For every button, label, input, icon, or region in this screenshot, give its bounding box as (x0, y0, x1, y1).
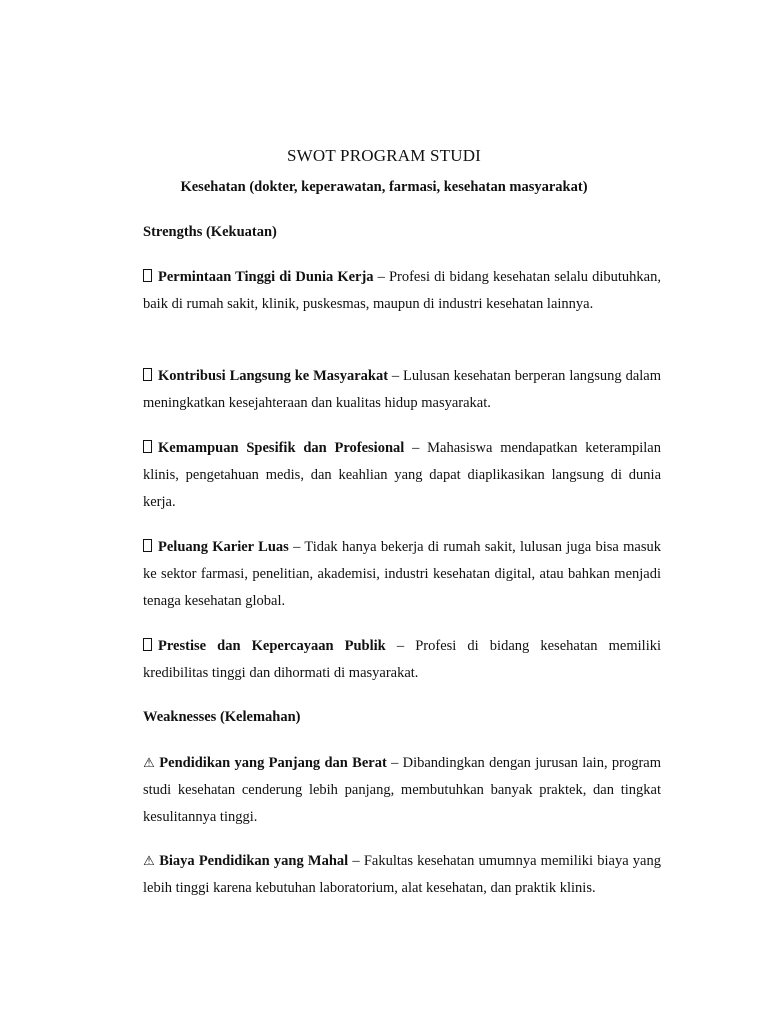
strength-item-3 (143, 435, 661, 516)
strength-term: Permintaan Tinggi di Dunia Kerja (158, 269, 374, 285)
page-subtitle: Kesehatan (dokter, keperawatan, farmasi, kesehatan masyarakat) (180, 179, 588, 195)
strength-item-5 (143, 633, 661, 687)
warning-icon: ⚠ (143, 854, 155, 869)
weaknesses-heading: Weaknesses (Kelemahan) (143, 709, 301, 725)
weakness-text: – Fakultas kesehatan umumnya memiliki biaya yang lebih tinggi karena kebutuhan laboratorium, alat kesehatan, dan praktik klinis. (143, 853, 661, 896)
strength-item-4 (143, 534, 661, 615)
strength-item-2 (143, 363, 661, 417)
strength-text: – Mahasiswa mendapatkan keterampilan klinis, pengetahuan medis, dan keahlian yang dapat diaplikasikan langsung di dunia kerja. (143, 440, 661, 510)
page-title: SWOT PROGRAM STUDI (286, 146, 482, 165)
weakness-term: Biaya Pendidikan yang Mahal (159, 853, 349, 869)
warning-icon: ⚠ (143, 756, 155, 771)
missing-glyph-box-icon (143, 269, 152, 282)
strength-text: – Profesi di bidang kesehatan memiliki kredibilitas tinggi dan dihormati di masyarakat. (143, 638, 661, 681)
strength-text: – Tidak hanya bekerja di rumah sakit, lulusan juga bisa masuk ke sektor farmasi, penelitian, akademisi, industri kesehatan digital, atau bahkan menjadi tenaga kesehatan global. (143, 539, 662, 609)
strength-text: – Lulusan kesehatan berperan langsung dalam meningkatkan kesejahteraan dan kualitas hidup masyarakat. (143, 368, 661, 411)
weakness-term: Pendidikan yang Panjang dan Berat (159, 755, 387, 771)
strengths-heading: Strengths (Kekuatan) (143, 224, 277, 240)
weakness-item-2 (143, 848, 661, 902)
weakness-item-1 (143, 750, 661, 831)
weakness-text: – Dibandingkan dengan jurusan lain, program studi kesehatan cenderung lebih panjang, membutuhkan banyak praktek, dan tingkat kesulitannya tinggi. (143, 755, 661, 825)
missing-glyph-box-icon (143, 440, 152, 453)
missing-glyph-box-icon (143, 638, 152, 651)
missing-glyph-box-icon (143, 539, 152, 552)
strength-item-1 (143, 264, 661, 318)
strength-term: Peluang Karier Luas (158, 539, 289, 555)
strength-term: Kemampuan Spesifik dan Profesional (158, 440, 405, 456)
strength-text: – Profesi di bidang kesehatan selalu dibutuhkan, baik di rumah sakit, klinik, puskesmas, maupun di industri kesehatan lainnya. (143, 269, 661, 312)
strength-term: Kontribusi Langsung ke Masyarakat (158, 368, 389, 384)
strength-term: Prestise dan Kepercayaan Publik (158, 638, 386, 654)
missing-glyph-box-icon (143, 368, 152, 381)
